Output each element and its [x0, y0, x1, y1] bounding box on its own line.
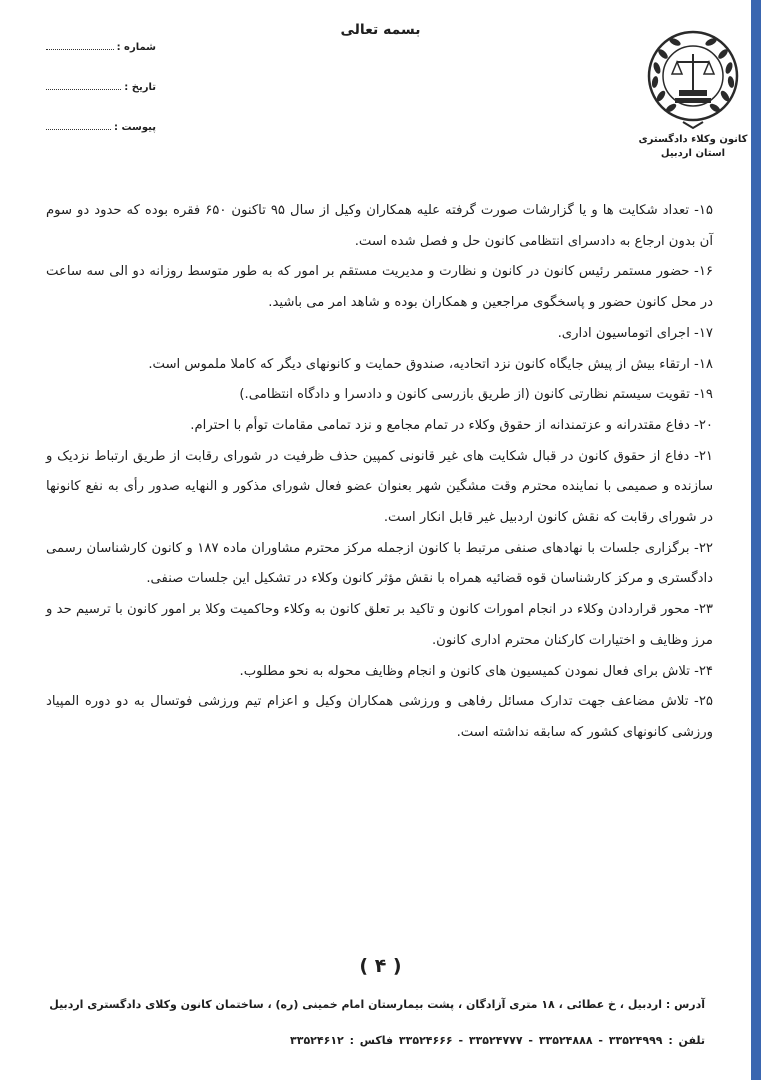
attachment-field — [46, 120, 156, 160]
organization-province: استان اردبیل — [660, 148, 726, 159]
date-dotted-line — [46, 80, 121, 90]
side-color-strip — [751, 0, 761, 1080]
organization-logo — [638, 28, 748, 159]
list-item: ۱۹- تقویت سیستم نظارتی کانون (از طریق بازرسی کانون و دادسرا و دادگاه انتظامی.) — [239, 387, 713, 403]
list-item: ۲۱- دفاع از حقوق کانون در قبال شکایت های غیر قانونی کمپین حذف ظرفیت در شورای رقابت از طریق ارتباط نزدیک و سازنده و صمیمی با نماینده محترم وقت مشگین شهر بعنوان عضو فعال شورای مذکور و النهایه صدور رأی به نفع کانونها در شورای رقابت که نقش کانون اردبیل غیر قابل انکار است. — [46, 448, 713, 526]
page-number: ( ۴ ) — [359, 955, 402, 977]
bar-association-emblem-icon — [645, 28, 741, 132]
footer-phones: تلفن : ۳۳۵۲۴۹۹۹ - ۳۳۵۲۴۸۸۸ - ۳۳۵۲۴۷۷۷ - ۳۳۵۲۴۶۶۶ فاکس : ۳۳۵۲۴۶۱۲ — [290, 1034, 705, 1047]
list-item: ۱۸- ارتقاء بیش از پیش جایگاه کانون نزد اتحادیه، صندوق حمایت و کانونهای دیگر که کاملا ملموس است. — [148, 356, 713, 372]
list-item: ۱۷- اجرای اتوماسیون اداری. — [557, 325, 713, 341]
list-item: ۱۶- حضور مستمر رئیس کانون در کانون و نظارت و مدیریت مستقم بر امور که به طور متوسط روزانه دو الی سه ساعت در محل کانون حضور و پاسخگوی مراجعین و همکاران بوده و شاهد امر می باشید. — [46, 264, 713, 311]
date-field — [46, 80, 156, 120]
number-field — [46, 40, 156, 80]
list-item: ۲۰- دفاع مقتدرانه و عزتمندانه از حقوق وکلاء در تمام مجامع و نزد تمامی مقامات توأم با احترام. — [190, 417, 713, 433]
page-heading: بسمه تعالی — [340, 22, 421, 38]
organization-name: کانون وکلاء دادگستری — [638, 134, 748, 145]
letter-header-fields — [46, 40, 156, 160]
date-label: تاریخ : — [124, 82, 156, 93]
letter-body — [46, 196, 713, 749]
number-dotted-line — [46, 40, 114, 50]
footer-address: آدرس : اردبیل ، خ عطائی ، ۱۸ متری آزادگان ، پشت بیمارستان امام خمینی (ره) ، ساختمان کانون وکلای دادگستری اردبیل — [49, 998, 705, 1011]
list-item: ۲۴- تلاش برای فعال نمودن کمیسیون های کانون و انجام وظایف محوله به نحو مطلوب. — [239, 663, 713, 679]
attachment-label: پیوست : — [113, 122, 156, 133]
list-item: ۲۵- تلاش مضاعف جهت تدارک مسائل رفاهی و ورزشی همکاران وکیل و اعزام تیم ورزشی فوتسال به دو دوره المپیاد ورزشی کانونهای کشور که سابقه نداشته است. — [46, 694, 713, 740]
list-item: ۲۳- محور قراردادن وکلاء در انجام امورات کانون و تاکید بر تعلق کانون به وکلاء وحاکمیت وکلا بر امور کانون با ترسیم حد و مرز وظایف و اختیارات کارکنان محترم اداری کانون. — [46, 602, 713, 648]
list-item: ۲۲- برگزاری جلسات با نهادهای صنفی مرتبط با کانون ازجمله مرکز محترم مشاوران ماده ۱۸۷ و کانون کارشناسان رسمی دادگستری و مرکز کارشناسان قوه قضائیه همراه با نقش مؤثر کانون وکلاء در تشکیل این جلسات صنفی. — [46, 540, 713, 587]
list-item: ۱۵- تعداد شکایت ها و یا گزارشات صورت گرفته علیه همکاران وکیل از سال ۹۵ تاکنون ۶۵۰ فقره بوده که حدود دو سوم آن بدون ارجاع به دادسرای انتظامی کانون حل و فصل شده است. — [46, 203, 713, 249]
number-label: شماره : — [116, 42, 156, 53]
attachment-dotted-line — [46, 120, 111, 130]
